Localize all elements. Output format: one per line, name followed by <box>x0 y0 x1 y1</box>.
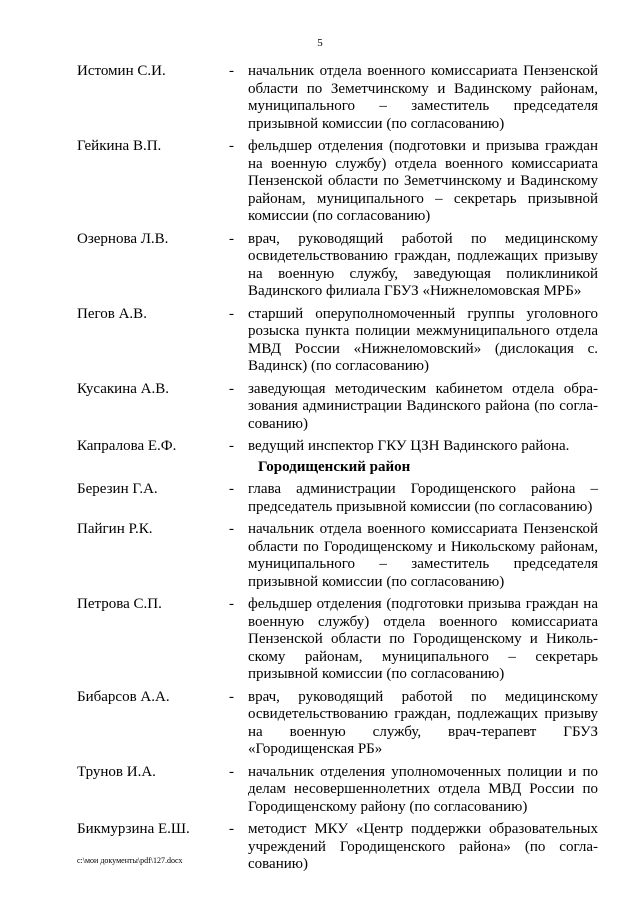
footer-file-path: c:\мои документы\pdf\127.docx <box>77 856 183 865</box>
member-entry <box>77 596 598 684</box>
member-name: Пегов А.В. <box>77 305 147 322</box>
entry-dash: - <box>229 305 234 322</box>
member-name: Кусакина А.В. <box>77 380 169 397</box>
member-description: заведующая методическим кабинетом отдела образования администрации Вадинского района (по согласованию) <box>248 380 598 432</box>
member-name: Гейкина В.П. <box>77 138 162 154</box>
member-entry <box>77 764 598 817</box>
member-description: глава администрации Городищенского района – председатель призывной комиссии (по согласованию) <box>248 481 598 515</box>
entry-dash: - <box>229 138 234 154</box>
member-name: Истомин С.И. <box>77 63 166 79</box>
member-entry <box>77 521 598 591</box>
entry-dash: - <box>229 521 234 537</box>
member-description: методист МКУ «Центр поддержки образовательных учреждений Городищенского района» (по согласованию) <box>248 821 598 872</box>
entry-dash: - <box>229 438 234 454</box>
member-name: Бикмурзина Е.Ш. <box>77 821 190 837</box>
member-description: старший оперуполномоченный группы уголовного розыска пункта полиции межмуниципального отдела МВД России «Нижнеломовский» (дислокация с. Вадинск) (по согласованию) <box>248 305 598 374</box>
entry-dash: - <box>229 230 234 247</box>
page-number: 5 <box>317 37 323 49</box>
entries-before-section <box>77 63 598 456</box>
entry-dash: - <box>229 63 234 79</box>
member-description: фельдшер отделения (подготовки и призыва граждан на военную службу) отдела военного комиссариата Пензенской области по Земетчинскому и Вадинскому районам, муниципального – секретарь призывной комиссии (по согласованию) <box>248 138 598 224</box>
member-name: Трунов И.А. <box>77 763 156 780</box>
member-entry <box>77 438 598 456</box>
member-entry <box>77 306 598 376</box>
member-entry <box>77 138 598 226</box>
member-description: врач, руководящий работой по медицинскому освидетельствованию граждан, подлежащих призыву на военную службу, врач-терапевт ГБУЗ «Городищенская РБ» <box>248 688 598 757</box>
member-name: Бибарсов А.А. <box>77 688 170 705</box>
member-description: начальник отдела военного комиссариата Пензенской области по Земетчинскому и Вадинскому районам, муниципального – заместитель председателя призывной комиссии (по согласованию) <box>248 63 598 132</box>
member-name: Березин Г.А. <box>77 481 158 497</box>
member-description: ведущий инспектор ГКУ ЦЗН Вадинского района. <box>248 438 570 454</box>
member-entry <box>77 481 598 516</box>
member-name: Озернова Л.В. <box>77 230 169 247</box>
member-entry <box>77 689 598 759</box>
section-heading: Городищенский район <box>258 458 411 475</box>
entry-dash: - <box>229 481 234 497</box>
commission-list <box>77 63 598 879</box>
entries-after-section <box>77 481 598 874</box>
member-name: Капралова Е.Ф. <box>77 438 177 454</box>
member-name: Пайгин Р.К. <box>77 521 153 537</box>
member-entry <box>77 231 598 301</box>
entry-dash: - <box>229 596 234 612</box>
entry-dash: - <box>229 763 234 780</box>
member-description: врач, руководящий работой по медицинскому освидетельствованию граждан, подлежащих призыву на военную службу, заведующая поликлиникой Вадинского филиала ГБУЗ «Нижнеломовская МРБ» <box>248 230 598 299</box>
entry-dash: - <box>229 380 234 397</box>
entry-dash: - <box>229 688 234 705</box>
member-description: начальник отделения уполномоченных полиции и по делам несовершеннолетних отдела МВД России по Городищенскому району (по согласованию) <box>248 763 598 815</box>
member-description: начальник отдела военного комиссариата Пензенской области по Городищенскому и Никольскому районам, муниципального – заместитель председателя призывной комиссии (по согласованию) <box>248 521 598 590</box>
member-entry <box>77 381 598 434</box>
member-description: фельдшер отделения (подготовки призыва граждан на военную службу) отдела военного комиссариата Пензенской области по Городищенскому и Никольскому районам, муниципального – секретарь призывной комиссии (по согласованию) <box>248 596 598 682</box>
entry-dash: - <box>229 821 234 837</box>
member-name: Петрова С.П. <box>77 596 162 612</box>
member-entry <box>77 63 598 133</box>
